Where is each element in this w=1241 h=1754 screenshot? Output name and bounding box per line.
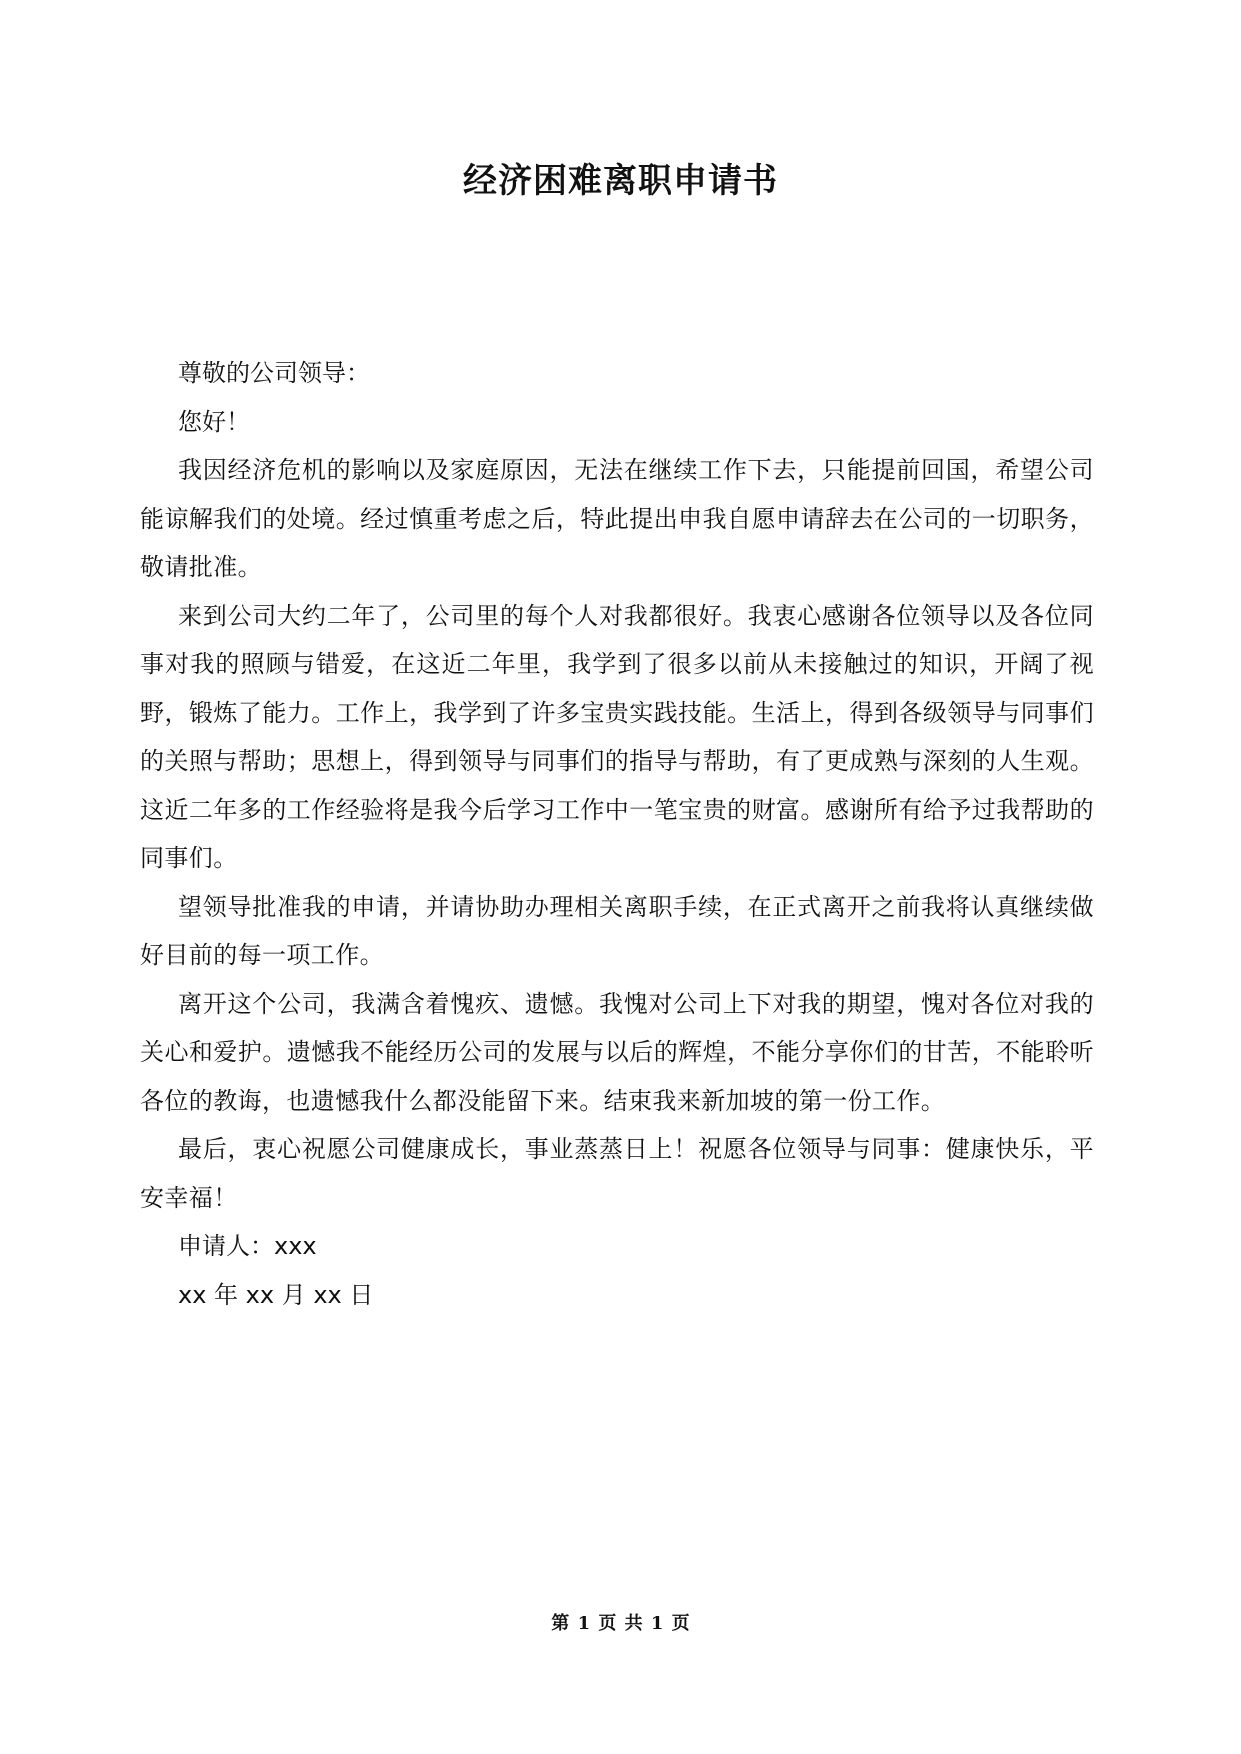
salutation: 尊敬的公司领导： — [178, 359, 370, 387]
signature: 申请人：xxx — [178, 1232, 317, 1260]
paragraph: 离开这个公司，我满含着愧疚、遗憾。我愧对公司上下对我的期望，愧对各位对我的关心和爱护。遗憾我不能经历公司的发展与以后的辉煌，不能分享你们的甘苦，不能聆听各位的教诲，也遗憾我什么都没能留下来。结束我来新加坡的第一份工作。 — [140, 989, 1094, 1115]
page-footer: 第 1 页 共 1 页 — [551, 1613, 690, 1634]
paragraph: 来到公司大约二年了，公司里的每个人对我都很好。我衷心感谢各位领导以及各位同事对我的照顾与错爱，在这近二年里，我学到了很多以前从未接触过的知识，开阔了视野，锻炼了能力。工作上，我学到了许多宝贵实践技能。生活上，得到各级领导与同事们的关照与帮助；思想上，得到领导与同事们的指导与帮助，有了更成熟与深刻的人生观。这近二年多的工作经验将是我今后学习工作中一笔宝贵的财富。感谢所有给予过我帮助的同事们。 — [140, 601, 1094, 872]
paragraph: 最后，衷心祝愿公司健康成长，事业蒸蒸日上！祝愿各位领导与同事：健康快乐，平安幸福！ — [140, 1135, 1094, 1212]
greeting: 您好！ — [178, 407, 250, 436]
document-title: 经济困难离职申请书 — [463, 161, 778, 201]
paragraph: 望领导批准我的申请，并请协助办理相关离职手续，在正式离开之前我将认真继续做好目前的每一项工作。 — [140, 892, 1094, 969]
paragraph: 我因经济危机的影响以及家庭原因，无法在继续工作下去，只能提前回国，希望公司能谅解我们的处境。经过慎重考虑之后，特此提出申我自愿申请辞去在公司的一切职务，敬请批准。 — [140, 456, 1094, 581]
date: xx 年 xx 月 xx 日 — [178, 1280, 374, 1309]
letter-body — [140, 349, 1094, 1319]
